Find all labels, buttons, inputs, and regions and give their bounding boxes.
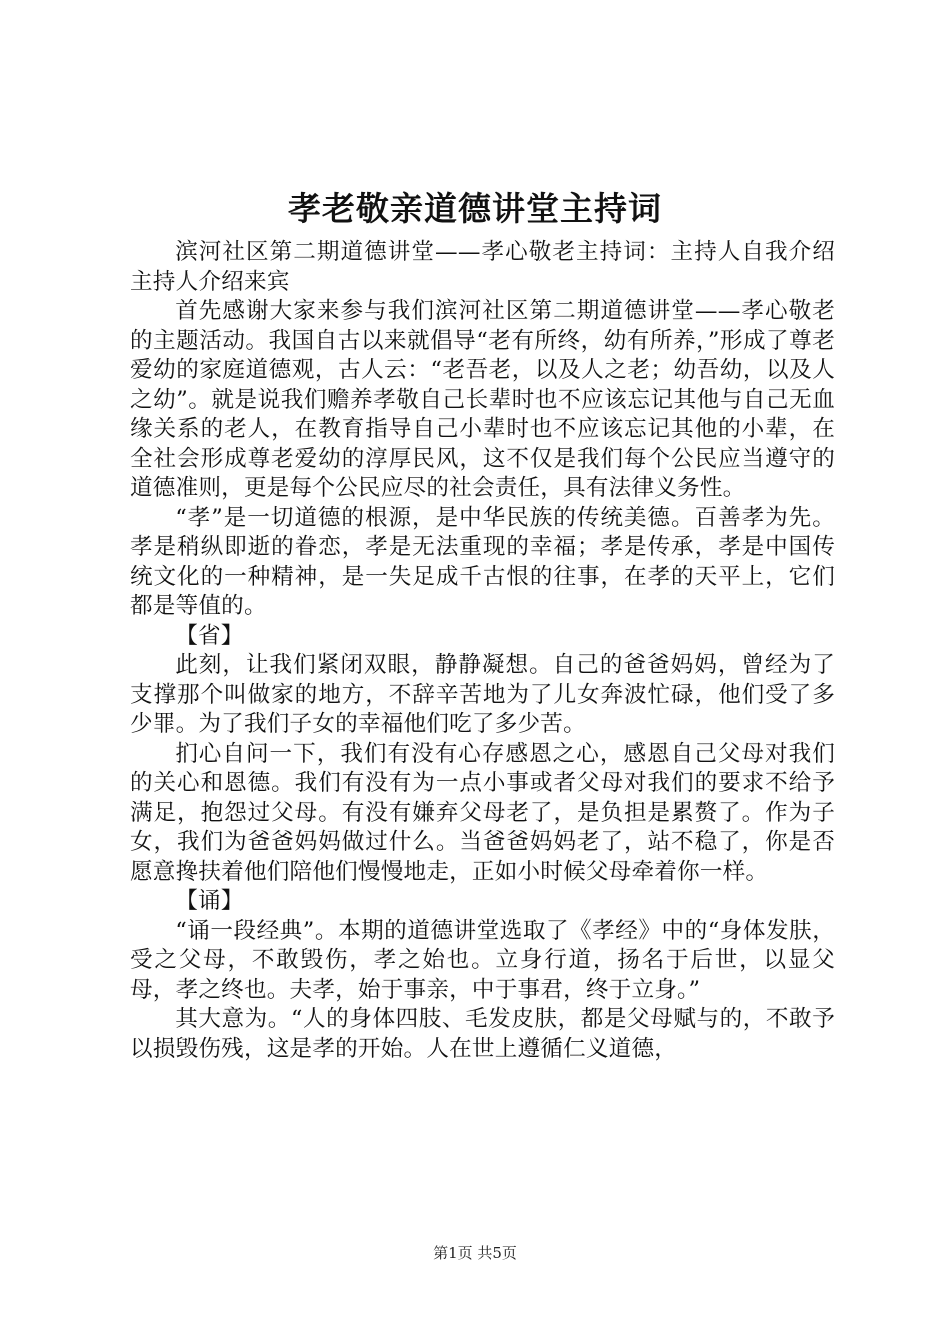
paragraph-intro: 滨河社区第二期道德讲堂——孝心敬老主持词：主持人自我介绍主持人介绍来宾 — [130, 239, 835, 295]
document-body — [130, 238, 835, 1064]
paragraph-thanks: 首先感谢大家来参与我们滨河社区第二期道德讲堂——孝心敬老的主题活动。我国自古以来就倡导“老有所终，幼有所养，”形成了尊老爱幼的家庭道德观，古人云：“老吾老，以及人之老；幼吾幼，以及人之幼”。就是说我们赡养孝敬自己长辈时也不应该忘记其他与自己无血缘关系的老人，在教育指导自己小辈时也不应该忘记其他的小辈，在全社会形成尊老爱幼的淳厚民风，这不仅是我们每个公民应当遵守的道德准则，更是每个公民应尽的社会责任，具有法律义务性。 — [130, 298, 835, 501]
paragraph-reflect: 此刻，让我们紧闭双眼，静静凝想。自己的爸爸妈妈，曾经为了支撑那个叫做家的地方，不辞辛苦地为了儿女奔波忙碌，他们受了多少罪。为了我们子女的幸福他们吃了多少苦。 — [130, 652, 835, 737]
section-heading-recite: 【诵】 — [175, 888, 244, 914]
paragraph-self-question: 扪心自问一下，我们有没有心存感恩之心，感恩自己父母对我们的关心和恩德。我们有没有为一点小事或者父母对我们的要求不给予满足，抱怨过父母。有没有嫌弃父母老了，是负担是累赘了。作为子女，我们为爸爸妈妈做过什么。当爸爸妈妈老了，站不稳了，你是否愿意搀扶着他们陪他们慢慢地走，正如小时候父母牵着你一样。 — [130, 740, 835, 885]
page-footer: 第1页 共5页 — [433, 1244, 517, 1262]
paragraph-filial-piety: “孝”是一切道德的根源，是中华民族的传统美德。百善孝为先。孝是稍纵即逝的眷恋，孝是无法重现的幸福；孝是传承，孝是中国传统文化的一种精神，是一失足成千古恨的往事，在孝的天平上，它们都是等值的。 — [130, 504, 835, 619]
document-title: 孝老敬亲道德讲堂主持词 — [288, 189, 662, 228]
section-heading-reflect: 【省】 — [175, 622, 244, 649]
paragraph-meaning: 其大意为。“人的身体四肢、毛发皮肤，都是父母赋与的，不敢予以损毁伤残，这是孝的开始。人在世上遵循仁义道德， — [130, 1006, 835, 1062]
paragraph-classic: “诵一段经典”。本期的道德讲堂选取了《孝经》中的“身体发肤，受之父母，不敢毁伤，孝之始也。立身行道，扬名于后世，以显父母，孝之终也。夫孝，始于事亲，中于事君，终于立身。” — [130, 917, 835, 1003]
